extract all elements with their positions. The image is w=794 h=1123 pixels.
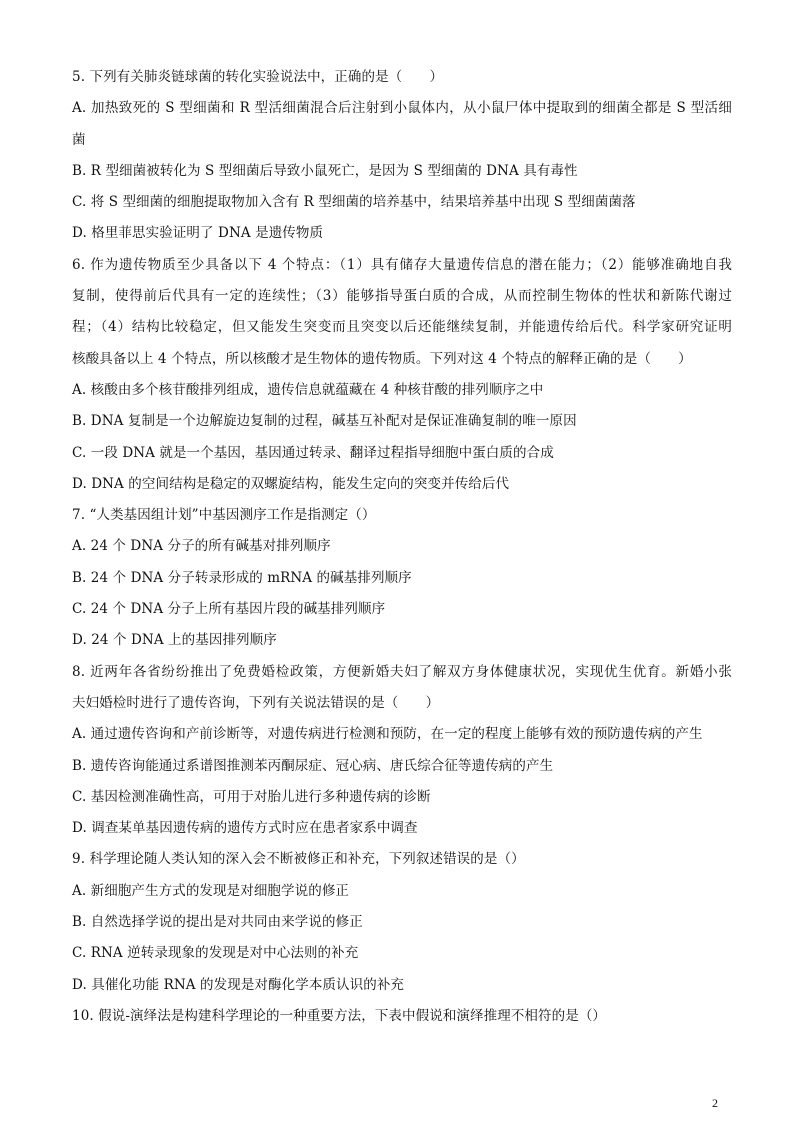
- answer-option-line: C. 将 S 型细菌的细胞提取物加入含有 R 型细菌的培养基中，结果培养基中出现 S 型细菌菌落: [72, 194, 636, 211]
- question-stem-line: 10. 假说-演绎法是构建科学理论的一种重要方法，下表中假说和演绎推理不相符的是（）: [72, 1007, 607, 1024]
- page-number: 2: [712, 1096, 718, 1110]
- answer-option-line: B. 遗传咨询能通过系谱图推测苯丙酮尿症、冠心病、唐氏综合征等遗传病的产生: [72, 757, 554, 774]
- question-7: [72, 500, 732, 656]
- document-page: [72, 62, 732, 1032]
- answer-option-line: 菌: [72, 131, 86, 148]
- question-list: [72, 62, 732, 1032]
- question-6: [72, 250, 732, 500]
- question-stem-line: 复制，使得前后代具有一定的连续性；（3）能够指导蛋白质的合成，从而控制生物体的性状和新陈代谢过: [72, 288, 732, 305]
- question-5: [72, 62, 732, 250]
- question-stem-line: 6. 作为遗传物质至少具备以下 4 个特点：（1）具有储存大量遗传信息的潜在能力；（2）能够准确地自我: [72, 256, 732, 273]
- answer-option-line: A. 24 个 DNA 分子的所有碱基对排列顺序: [72, 538, 331, 555]
- question-10: [72, 1001, 732, 1032]
- answer-option-line: C. RNA 逆转录现象的发现是对中心法则的补充: [72, 945, 359, 962]
- answer-option-line: A. 加热致死的 S 型细菌和 R 型活细菌混合后注射到小鼠体内，从小鼠尸体中提取到的细菌全都是 S 型活细: [72, 100, 732, 117]
- answer-option-line: A. 通过遗传咨询和产前诊断等，对遗传病进行检测和预防，在一定的程度上能够有效的预防遗传病的产生: [72, 726, 703, 743]
- answer-option-line: B. DNA 复制是一个边解旋边复制的过程，碱基互补配对是保证准确复制的唯一原因: [72, 413, 577, 430]
- question-stem-line: 核酸具备以上 4 个特点，所以核酸才是生物体的遗传物质。下列对这 4 个特点的解释正确的是（ ）: [72, 350, 692, 367]
- answer-option-line: B. R 型细菌被转化为 S 型细菌后导致小鼠死亡，是因为 S 型细菌的 DNA 具有毒性: [72, 162, 578, 179]
- question-stem-line: 5. 下列有关肺炎链球菌的转化实验说法中，正确的是（ ）: [72, 69, 444, 85]
- answer-option-line: D. DNA 的空间结构是稳定的双螺旋结构，能发生定向的突变并传给后代: [72, 475, 510, 492]
- question-stem-line: 8. 近两年各省纷纷推出了免费婚检政策，方便新婚夫妇了解双方身体健康状况，实现优生优育。新婚小张: [72, 663, 732, 680]
- question-9: [72, 844, 732, 1000]
- answer-option-line: D. 24 个 DNA 上的基因排列顺序: [72, 632, 277, 649]
- question-stem-line: 夫妇婚检时进行了遗传咨询，下列有关说法错误的是（ ）: [72, 694, 440, 711]
- answer-option-line: B. 24 个 DNA 分子转录形成的 mRNA 的碱基排列顺序: [72, 569, 412, 586]
- answer-option-line: D. 具催化功能 RNA 的发现是对酶化学本质认识的补充: [72, 976, 405, 993]
- answer-option-line: D. 格里菲思实验证明了 DNA 是遗传物质: [72, 225, 324, 242]
- question-stem-line: 7. “人类基因组计划”中基因测序工作是指测定（）: [72, 507, 376, 524]
- question-stem-line: 程；（4）结构比较稳定，但又能发生突变而且突变以后还能继续复制，并能遗传给后代。科学家研究证明: [72, 319, 732, 336]
- answer-option-line: A. 新细胞产生方式的发现是对细胞学说的修正: [72, 882, 350, 899]
- answer-option-line: C. 基因检测准确性高，可用于对胎儿进行多种遗传病的诊断: [72, 788, 431, 805]
- answer-option-line: C. 24 个 DNA 分子上所有基因片段的碱基排列顺序: [72, 601, 386, 618]
- answer-option-line: A. 核酸由多个核苷酸排列组成，遗传信息就蕴藏在 4 种核苷酸的排列顺序之中: [72, 381, 544, 398]
- question-stem-line: 9. 科学理论随人类认知的深入会不断被修正和补充，下列叙述错误的是（）: [72, 851, 525, 868]
- question-8: [72, 657, 732, 845]
- answer-option-line: D. 调查某单基因遗传病的遗传方式时应在患者家系中调查: [72, 820, 418, 837]
- answer-option-line: C. 一段 DNA 就是一个基因，基因通过转录、翻译过程指导细胞中蛋白质的合成: [72, 444, 554, 461]
- answer-option-line: B. 自然选择学说的提出是对共同由来学说的修正: [72, 914, 363, 931]
